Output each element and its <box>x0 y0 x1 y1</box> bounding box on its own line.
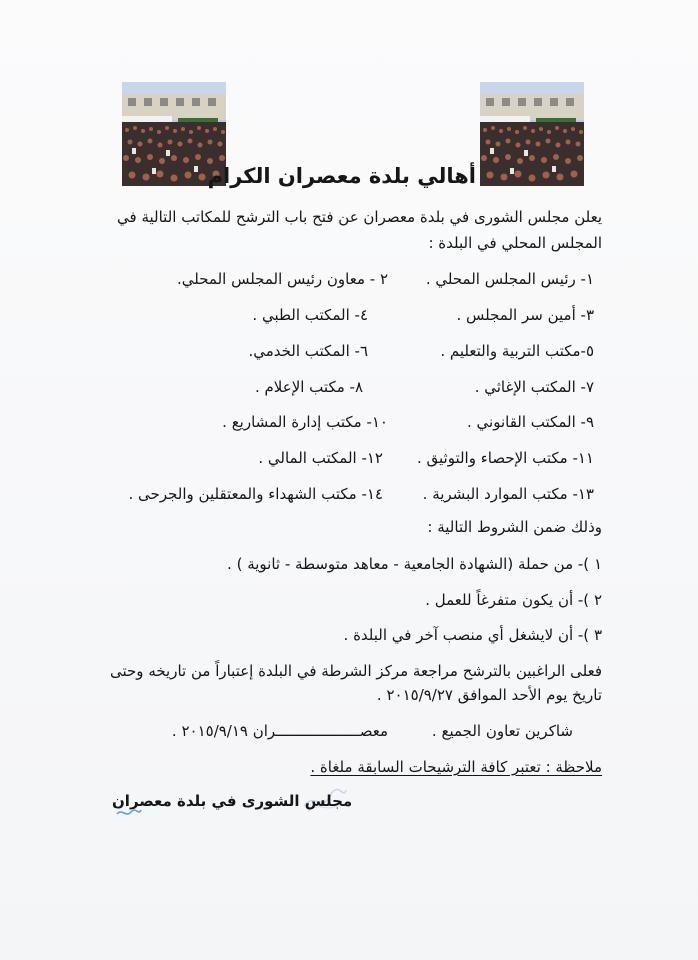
intro-line-1: يعلن مجلس الشورى في بلدة معصران عن فتح باب الترشح للمكاتب التالية في <box>117 208 602 226</box>
office-item: ٩- المكتب القانوني . <box>467 413 594 431</box>
closing-line-1: فعلى الراغبين بالترشح مراجعة مركز الشرطة في البلدة إعتباراً من تاريخه وحتى <box>110 662 602 680</box>
page-title: أهالي بلدة معصران الكرام <box>207 164 476 188</box>
condition-item: ١ )- من حملة (الشهادة الجامعية - معاهد متوسطة - ثانوية ) . <box>227 555 602 573</box>
office-item: ١٣- مكتب الموارد البشرية . <box>422 485 594 503</box>
crowd-photo-right <box>480 82 584 186</box>
note-text: ملاحظة : تعتبر كافة الترشيحات السابقة ملغاة . <box>310 758 602 776</box>
office-item: ١- رئيس المجلس المحلي . <box>425 270 594 288</box>
office-item: ٥-مكتب التربية والتعليم . <box>440 342 594 360</box>
office-item: ٢ - معاون رئيس المجلس المحلي. <box>177 270 388 288</box>
office-item: ٤- المكتب الطبي . <box>252 306 368 324</box>
closing-line-2: تاريخ يوم الأحد الموافق ٢٠١٥/٩/٢٧ . <box>376 686 602 704</box>
office-item: ٨- مكتب الإعلام . <box>254 378 363 396</box>
conditions-intro: وذلك ضمن الشروط التالية : <box>427 518 602 536</box>
signature-text: مجلس الشورى في بلدة معصران <box>112 792 353 810</box>
thanks-text: شاكرين تعاون الجميع . <box>431 722 573 740</box>
office-item: ١٤- مكتب الشهداء والمعتقلين والجرحى . <box>128 485 383 503</box>
office-item: ١٢- المكتب المالي . <box>258 449 383 467</box>
crowd-image-icon <box>480 82 584 186</box>
office-item: ٦- المكتب الخدمي. <box>248 342 368 360</box>
signature-scribble-icon <box>116 806 142 820</box>
office-item: ٣- أمين سر المجلس . <box>456 306 594 324</box>
office-item: ١١- مكتب الإحصاء والتوثيق . <box>416 449 594 467</box>
intro-line-2: المجلس المحلي في البلدة : <box>428 234 602 252</box>
condition-item: ٣ )- أن لايشغل أي منصب آخر في البلدة . <box>343 626 602 644</box>
office-item: ١٠- مكتب إدارة المشاريع . <box>222 413 388 431</box>
condition-item: ٢ )- أن يكون متفرغاً للعمل . <box>425 591 602 609</box>
place-date: معصـــــــــــــــــــران ٢٠١٥/٩/١٩ . <box>171 722 388 740</box>
office-item: ٧- المكتب الإغاثي . <box>474 378 594 396</box>
